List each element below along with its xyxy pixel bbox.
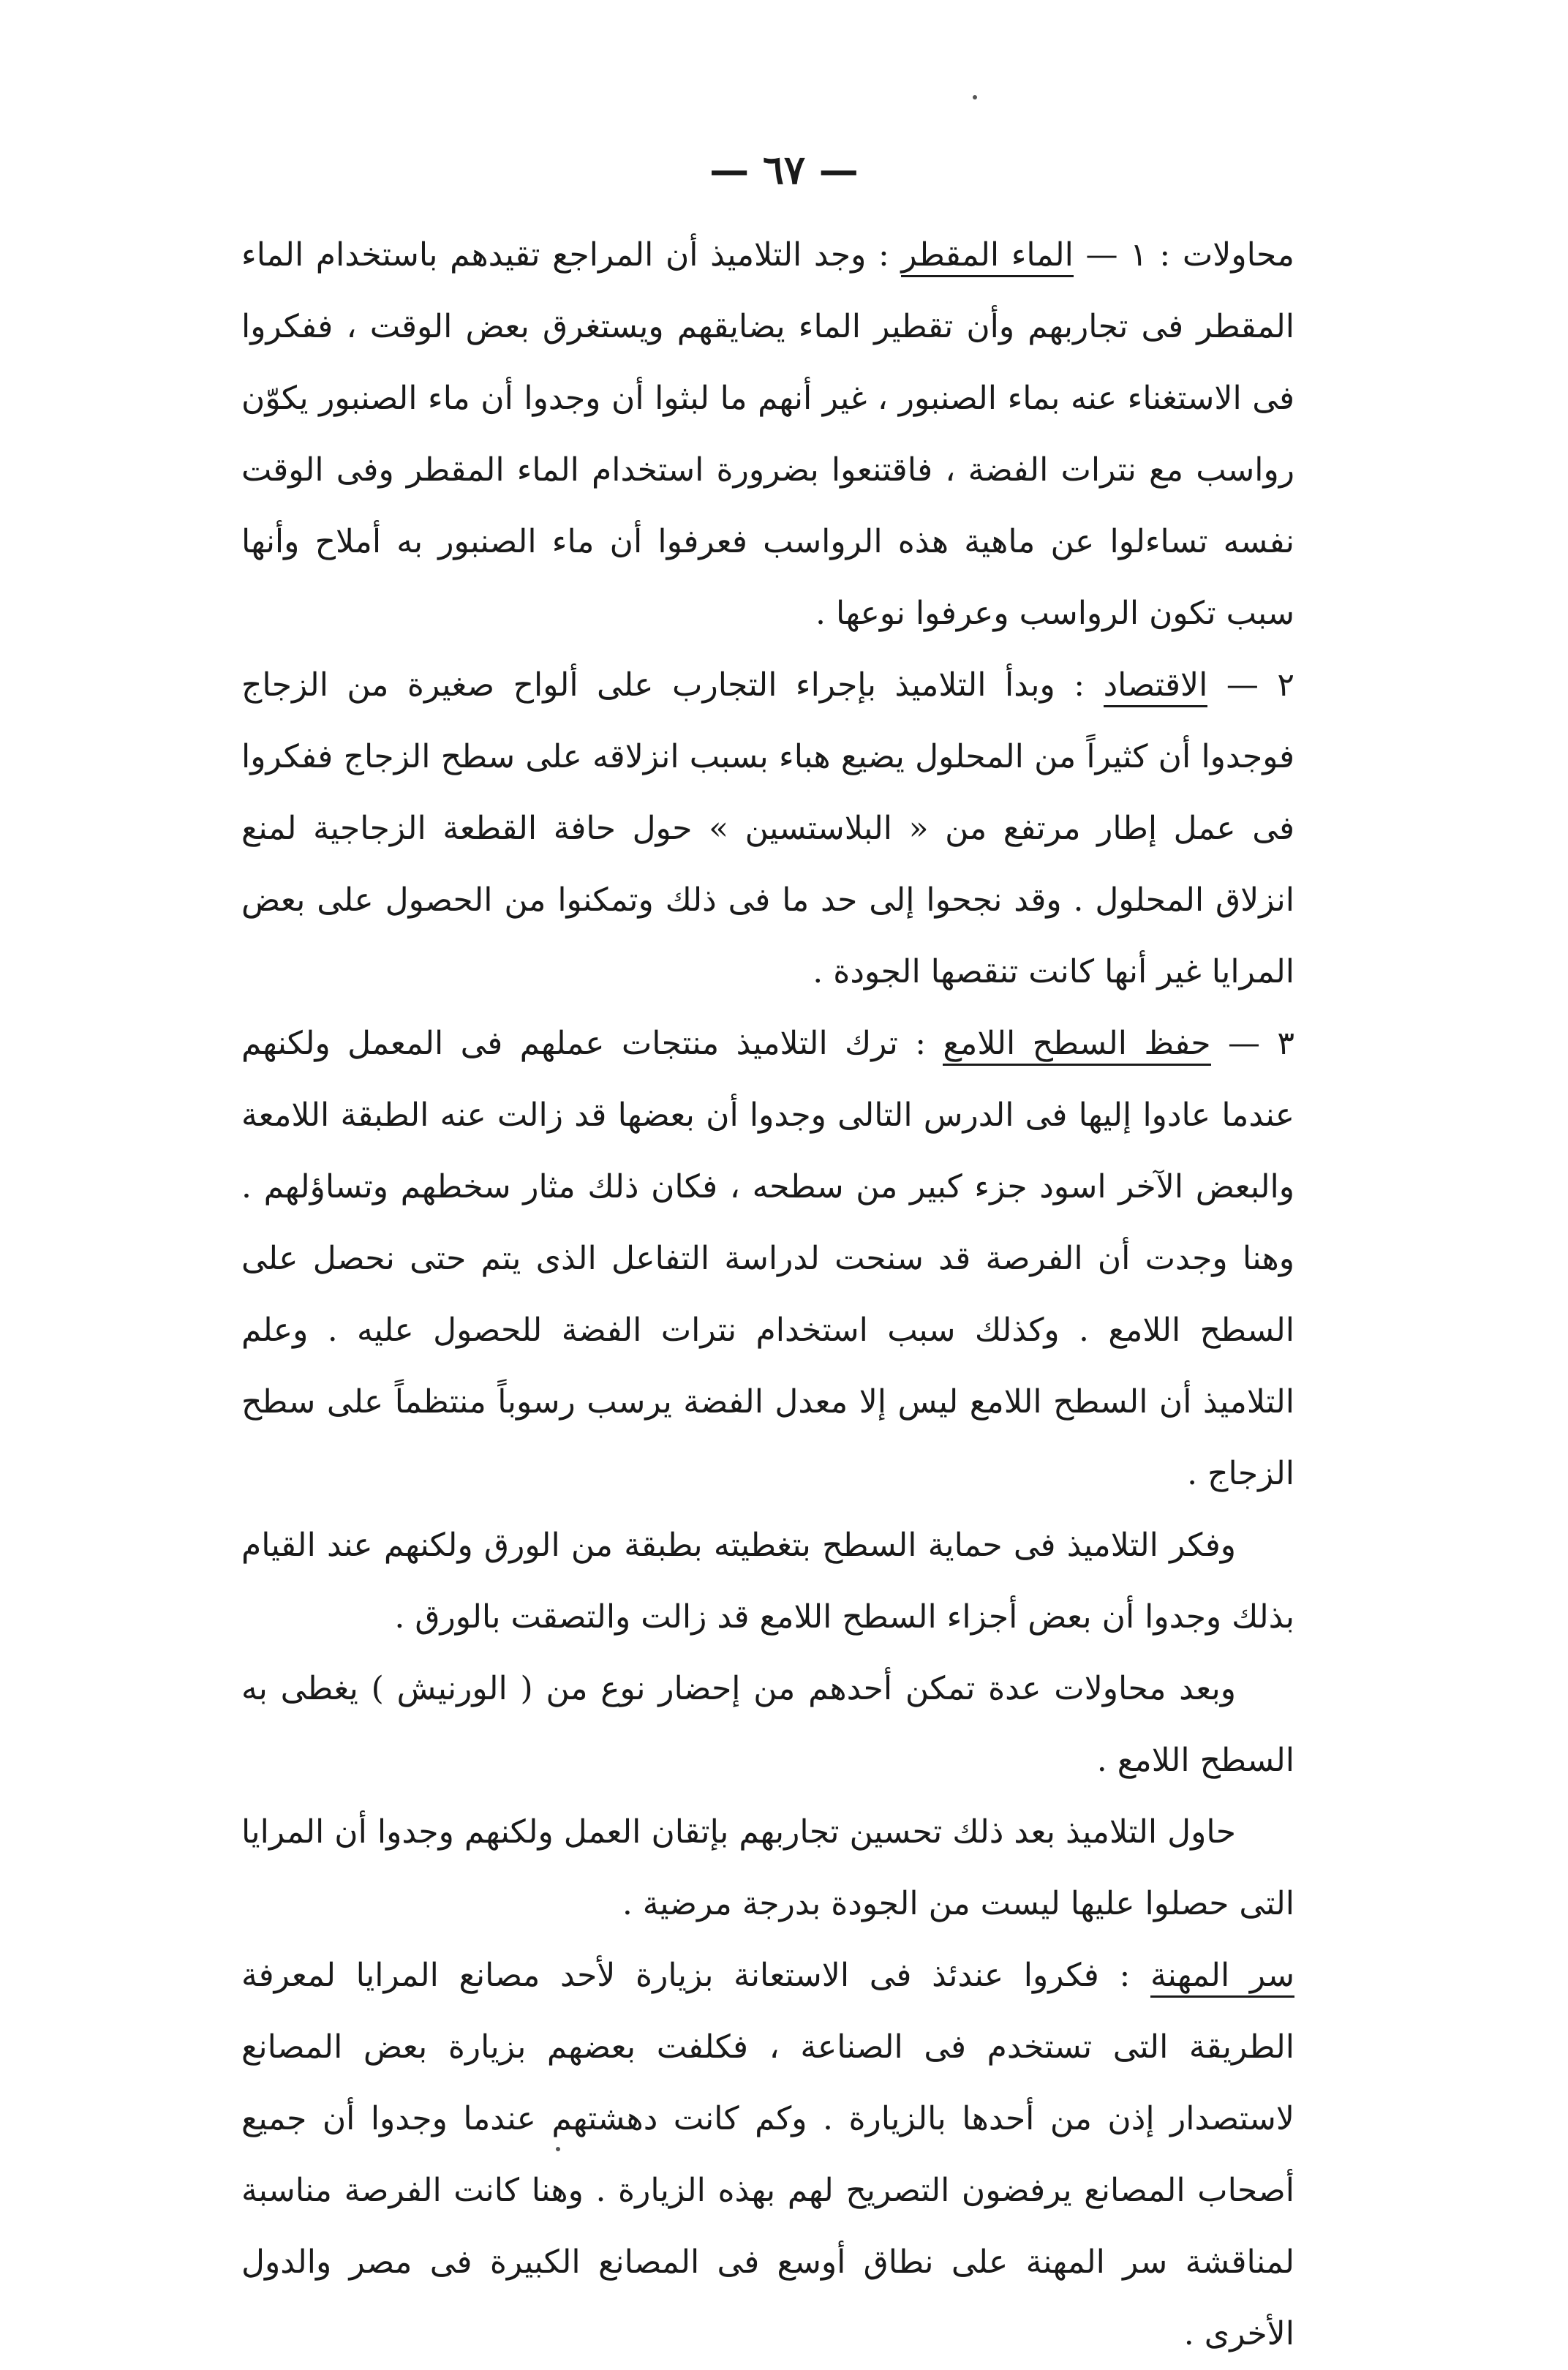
paragraph-varnish xyxy=(241,1653,1294,1797)
section-lead: محاولات : ١ — xyxy=(1085,236,1294,274)
section-lead: ٣ — xyxy=(1227,1025,1294,1062)
paragraph-text: : ترك التلاميذ منتجات عملهم فى المعمل ولكنهم عندما عادوا إليها فى الدرس التالى وجدوا أن بعضها قد زالت عنه الطبقة اللامعة والبعض الآخر اسود جزء كبير من سطحه ، فكان ذلك مثار سخطهم وتساؤلهم . وهنا وجدت أن الفرصة قد سنحت لدراسة التفاعل الذى يتم حتى نحصل على السطح اللامع . وكذلك سبب استخدام نترات الفضة للحصول عليه . وعلم التلاميذ أن السطح اللامع ليس إلا معدل الفضة يرسب رسوباً منتظماً على سطح الزجاج . xyxy=(241,1025,1294,1492)
paragraph-text: : وبدأ التلاميذ بإجراء التجارب على ألواح صغيرة من الزجاج فوجدوا أن كثيراً من المحلول يضيع هباء بسبب انزلاقه على سطح الزجاج ففكروا فى عمل إطار مرتفع من « البلاستسين » حول حافة القطعة الزجاجية لمنع انزلاق المحلول . وقد نجحوا إلى حد ما فى ذلك وتمكنوا من الحصول على بعض المرايا غير أنها كانت تنقصها الجودة . xyxy=(241,666,1294,990)
page-number: — ٦٧ — xyxy=(709,146,859,193)
paragraph-preserve-shiny-surface xyxy=(241,1008,1294,1510)
paragraph-text: حاول التلاميذ بعد ذلك تحسين تجاربهم بإتقان العمل ولكنهم وجدوا أن المرايا التى حصلوا عليها ليست من الجودة بدرجة مرضية . xyxy=(241,1813,1294,1922)
section-heading: سر المهنة xyxy=(1150,1957,1294,1998)
paragraph-paper-cover xyxy=(241,1510,1294,1653)
paragraph-text: وفكر التلاميذ فى حماية السطح بتغطيته بطبقة من الورق ولكنهم عند القيام بذلك وجدوا أن بعض أجزاء السطح اللامع قد زالت والتصقت بالورق . xyxy=(241,1527,1294,1636)
paragraph-text: : وجد التلاميذ أن المراجع تقيدهم باستخدام الماء المقطر فى تجاربهم وأن تقطير الماء يضايقهم ويستغرق بعض الوقت ، ففكروا فى الاستغناء عنه بماء الصنبور ، غير أنهم ما لبثوا أن وجدوا أن ماء الصنبور يكوّن رواسب مع نترات الفضة ، فاقتنعوا بضرورة استخدام الماء المقطر وفى الوقت نفسه تساءلوا عن ماهية هذه الرواسب فعرفوا أن ماء الصنبور به أملاح وأنها سبب تكون الرواسب وعرفوا نوعها . xyxy=(241,236,1294,632)
section-heading: الماء المقطر xyxy=(901,236,1073,277)
section-lead: ٢ — xyxy=(1226,666,1294,704)
scan-speck xyxy=(973,95,977,99)
paragraph-distilled-water xyxy=(241,219,1294,650)
section-heading: الاقتصاد xyxy=(1104,666,1208,707)
paragraph-trade-secret xyxy=(241,1940,1294,2370)
paragraph-economy xyxy=(241,650,1294,1008)
page-body xyxy=(241,219,1294,2370)
paragraph-text: وبعد محاولات عدة تمكن أحدهم من إحضار نوع من ( الورنيش ) يغطى به السطح اللامع . xyxy=(241,1670,1294,1779)
section-heading: حفظ السطح اللامع xyxy=(943,1025,1210,1066)
scan-speck xyxy=(556,2147,560,2151)
paragraph-improve-experiments xyxy=(241,1797,1294,1940)
paragraph-text: : فكروا عندئذ فى الاستعانة بزيارة لأحد مصانع المرايا لمعرفة الطريقة التى تستخدم فى الصناعة ، فكلفت بعضهم بزيارة بعض المصانع لاستصدار إذن من أحدها بالزيارة . وكم كانت دهشتهم عندما وجدوا أن جميع أصحاب المصانع يرفضون التصريح لهم بهذه الزيارة . وهنا كانت الفرصة مناسبة لمناقشة سر المهنة على نطاق أوسع فى المصانع الكبيرة فى مصر والدول الأخرى . xyxy=(241,1957,1294,2352)
